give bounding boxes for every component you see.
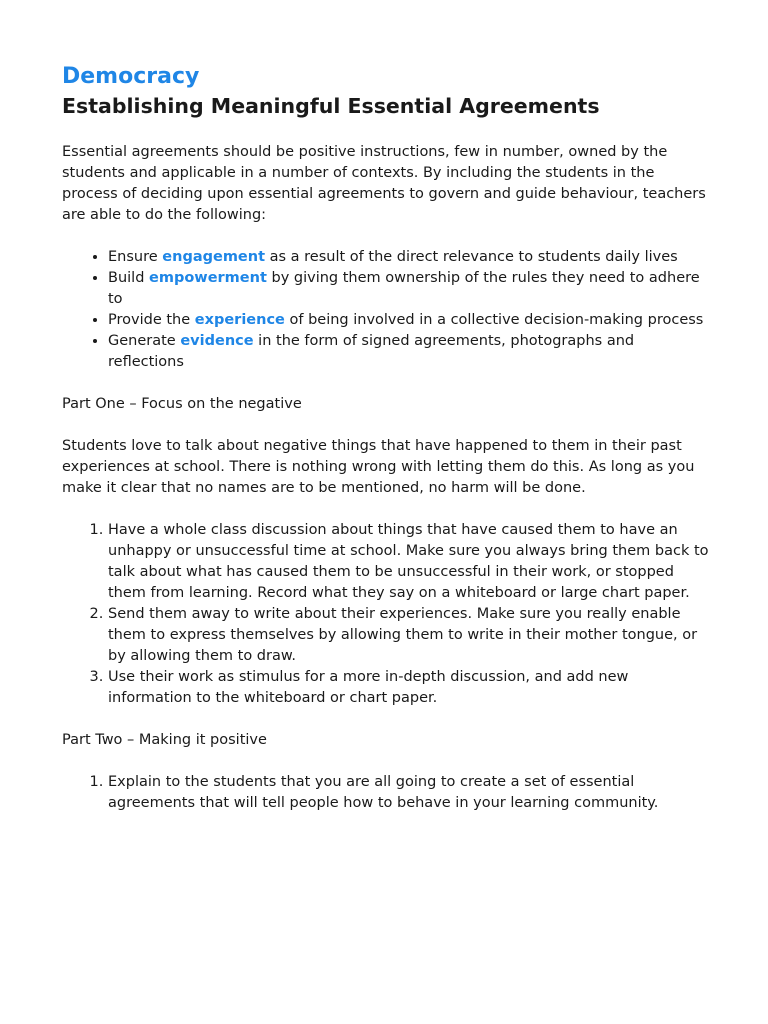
document-subtitle: Establishing Meaningful Essential Agreements (62, 94, 600, 118)
benefit-prefix: Provide the (108, 312, 195, 328)
step-item: 2. Send them away to write about their experiences. Make sure you really enable them to express themselves by allowing them to write in their mother tongue, or by allowing them to draw. (108, 604, 712, 667)
part-two-heading: Part Two – Making it positive (62, 732, 267, 748)
benefit-item (108, 310, 712, 331)
benefit-item (108, 247, 712, 268)
part-one-steps (62, 520, 712, 709)
part-two-steps (62, 772, 712, 814)
benefit-keyword: evidence (180, 333, 254, 349)
step-item: 3. Use their work as stimulus for a more in-depth discussion, and add new information to the whiteboard or chart paper. (108, 667, 712, 709)
benefit-prefix: Ensure (108, 249, 163, 265)
benefit-keyword: engagement (162, 249, 266, 265)
document-page (62, 62, 712, 835)
benefit-keyword: experience (194, 312, 285, 328)
benefit-suffix: by giving them ownership of the rules they need to adhere to (108, 270, 700, 307)
benefit-prefix: Generate (108, 333, 181, 349)
benefit-suffix: in the form of signed agreements, photographs and reflections (108, 333, 635, 370)
benefits-list (62, 247, 712, 373)
step-item: 1. Explain to the students that you are all going to create a set of essential agreements that will tell people how to behave in your learning community. (108, 772, 712, 814)
step-item: 1. Have a whole class discussion about things that have caused them to have an unhappy or unsuccessful time at school. Make sure you always bring them back to talk about what has caused them to be unsuccessful in their work, or stopped them from learning. Record what they say on a whiteboard or large chart paper. (108, 520, 712, 604)
benefit-suffix: of being involved in a collective decision-making process (284, 312, 704, 328)
part-one-heading: Part One – Focus on the negative (62, 396, 302, 412)
benefit-suffix: as a result of the direct relevance to students daily lives (265, 249, 678, 265)
benefit-item (108, 268, 712, 310)
benefit-keyword: empowerment (149, 270, 267, 286)
benefit-item (108, 331, 712, 373)
document-title: Democracy (62, 64, 200, 89)
intro-paragraph: Essential agreements should be positive instructions, few in number, owned by the students and applicable in a number of contexts. By including the students in the process of deciding upon essential agreements to govern and guide behaviour, teachers are able to do the following: (62, 144, 706, 223)
part-one-paragraph: Students love to talk about negative things that have happened to them in their past experiences at school. There is nothing wrong with letting them do this. As long as you make it clear that no names are to be mentioned, no harm will be done. (62, 438, 695, 496)
benefit-prefix: Build (108, 270, 150, 286)
